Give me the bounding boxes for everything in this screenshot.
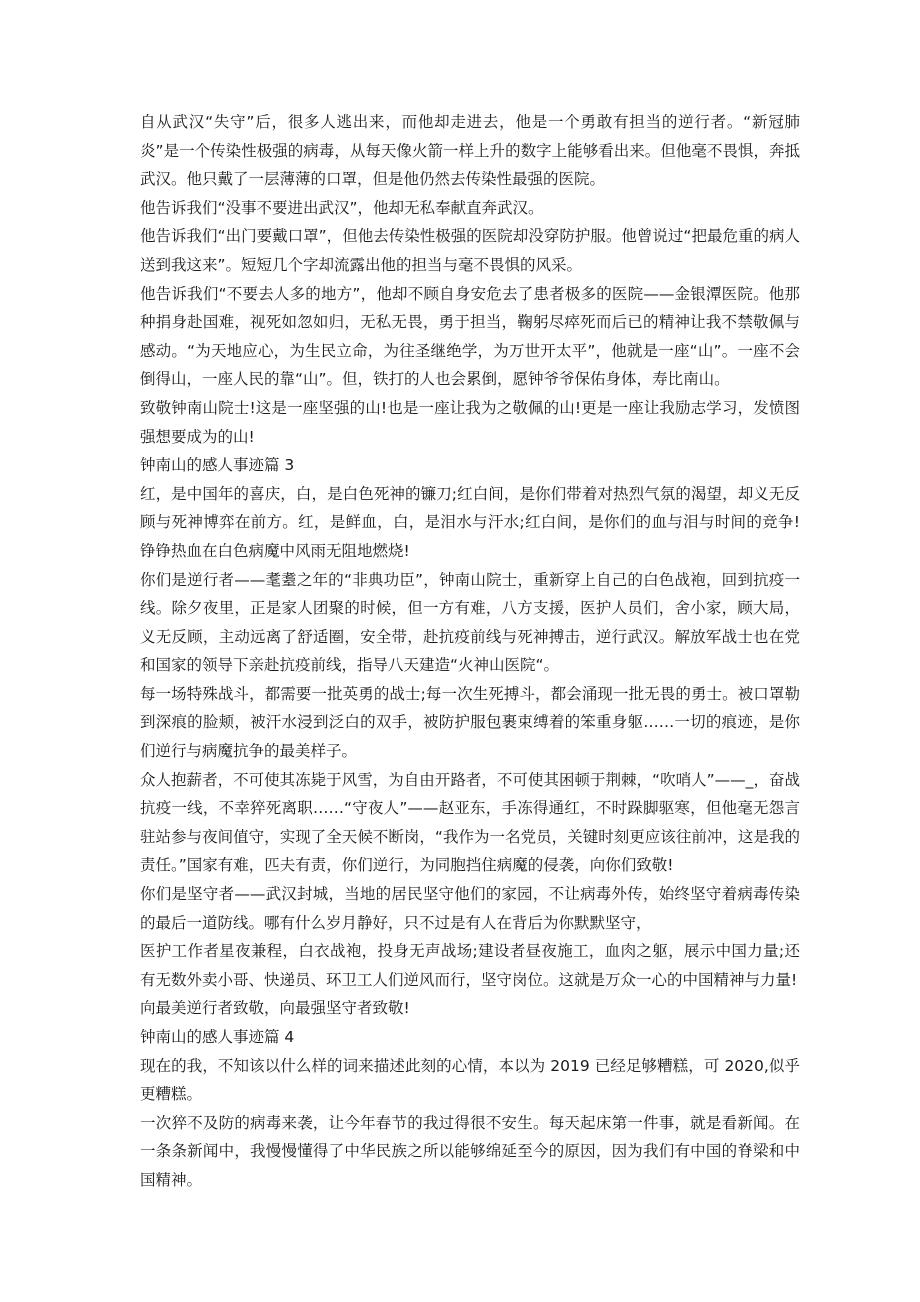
paragraph-9: 众人抱薪者，不可使其冻毙于风雪，为自由开路者，不可使其困顿于荆棘，“吹哨人”——_，奋战抗疫一线，不幸猝死离职……“守夜人”——赵亚东，手冻得通红，不时跺脚驱寒，但他毫无怨言驻站参与夜间值守，实现了全天候不断岗，“我作为一名党员，关键时刻更应该往前冲，这是我的责任。”国家有难，匹夫有责，你们逆行，为同胞挡住病魔的侵袭，向你们致敬! <box>140 770 800 875</box>
paragraph-14: 一次猝不及防的病毒来袭，让今年春节的我过得很不安生。每天起床第一件事，就是看新闻。在一条条新闻中，我慢慢懂得了中华民族之所以能够绵延至今的原因，因为我们有中国的脊梁和中国精神。 <box>140 1113 800 1189</box>
section-heading-3: 钟南山的感人事迹篇 3 <box>140 456 295 475</box>
paragraph-6: 红，是中国年的喜庆，白，是白色死神的镰刀;红白间，是你们带着对热烈气氛的渴望，却义无反顾与死神博弈在前方。红，是鲜血，白，是泪水与汗水;红白间，是你们的血与泪与时间的竞争!铮铮热血在白色病魔中风雨无阻地燃烧! <box>140 484 800 560</box>
paragraph-11: 医护工作者星夜兼程，白衣战袍，投身无声战场;建设者昼夜施工，血肉之躯，展示中国力量;还有无数外卖小哥、快递员、环卫工人们逆风而行，坚守岗位。这就是万众一心的中国精神与力量! <box>140 942 800 989</box>
paragraph-3: 他告诉我们“出门要戴口罩”，但他去传染性极强的医院却没穿防护服。他曾说过“把最危重的病人送到我这来”。短短几个字却流露出他的担当与毫不畏惧的风采。 <box>140 227 800 274</box>
paragraph-8: 每一场特殊战斗，都需要一批英勇的战士;每一次生死搏斗，都会涌现一批无畏的勇士。被口罩勒到深痕的脸颊，被汗水浸到泛白的双手，被防护服包裹束缚着的笨重身躯……一切的痕迹，是你们逆行与病魔抗争的最美样子。 <box>140 684 800 761</box>
document-body <box>140 108 800 1195</box>
paragraph-13: 现在的我，不知该以什么样的词来描述此刻的心情，本以为 2019 已经足够糟糕，可 2020,似乎更糟糕。 <box>140 1056 800 1104</box>
paragraph-4: 他告诉我们“不要去人多的地方”，他却不顾自身安危去了患者极多的医院——金银潭医院。他那种捐身赴国难，视死如忽如归，无私无畏，勇于担当，鞠躬尽瘁死而后已的精神让我不禁敬佩与感动。“为天地应心，为生民立命，为往圣继绝学，为万世开太平”，他就是一座“山”。一座不会倒得山，一座人民的靠“山”。但，铁打的人也会累倒，愿钟爷爷保佑身体，寿比南山。 <box>140 284 800 389</box>
paragraph-12: 向最美逆行者致敬，向最强坚守者致敬! <box>140 999 410 1018</box>
paragraph-5: 致敬钟南山院士!这是一座坚强的山!也是一座让我为之敬佩的山!更是一座让我励志学习，发愤图强想要成为的山! <box>140 398 800 446</box>
paragraph-1: 自从武汉“失守”后，很多人逃出来，而他却走进去，他是一个勇敢有担当的逆行者。“新冠肺炎”是一个传染性极强的病毒，从每天像火箭一样上升的数字上能够看出来。但他毫不畏惧，奔抵武汉。他只戴了一层薄薄的口罩，但是他仍然去传染性最强的医院。 <box>140 113 800 189</box>
paragraph-2: 他告诉我们“没事不要进出武汉”，他却无私奉献直奔武汉。 <box>140 198 544 217</box>
section-heading-4: 钟南山的感人事迹篇 4 <box>140 1028 295 1046</box>
paragraph-7: 你们是逆行者——耄耋之年的“非典功臣”，钟南山院士，重新穿上自己的白色战袍，回到抗疫一线。除夕夜里，正是家人团聚的时候，但一方有难，八方支援，医护人员们，舍小家，顾大局，义无反顾，主动远离了舒适圈，安全带，赴抗疫前线与死神搏击，逆行武汉。解放军战士也在党和国家的领导下亲赴抗疫前线，指导八天建造“火神山医院“。 <box>140 570 800 675</box>
paragraph-10: 你们是坚守者——武汉封城，当地的居民坚守他们的家园，不让病毒外传，始终坚守着病毒传染的最后一道防线。哪有什么岁月静好，只不过是有人在背后为你默默坚守， <box>140 885 800 932</box>
